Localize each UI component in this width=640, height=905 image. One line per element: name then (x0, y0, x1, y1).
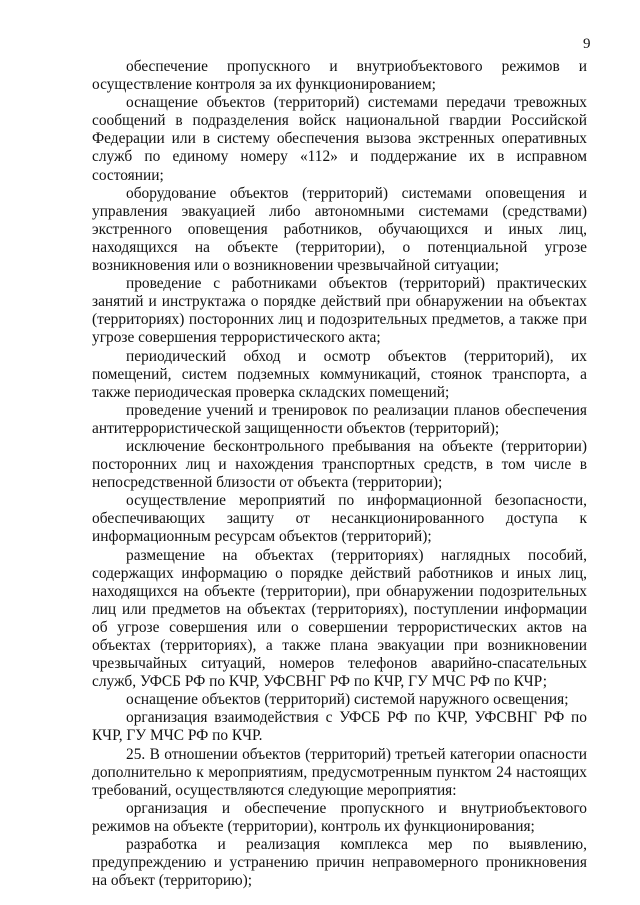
page-number: 9 (583, 36, 591, 52)
paragraph-drills: проведение учений и тренировок по реализации планов обеспечения антитеррористической защищенности объектов (территорий); (92, 401, 587, 437)
paragraph-notification-systems: оборудование объектов (территорий) системами оповещения и управления эвакуацией либо автономными системами (средствами) экстренного оповещения работников, обучающихся и иных лиц, находящихся на объекте (территории), о потенциальной угрозе возникновения или о возникновении чрезвычайной ситуации; (92, 184, 587, 275)
paragraph-intrusion-prevention: разработка и реализация комплекса мер по выявлению, предупреждению и устранению причин неправомерного проникновения на объект (территорию); (92, 836, 587, 890)
paragraph-visual-aids: размещение на объектах (территориях) наглядных пособий, содержащих информацию о порядке действий работников и иных лиц, находящихся на объекте (территории), при обнаружении подозрительных лиц или предметов на объектах (территориях), поступлении информации об угрозе совершения или о совершении террористических актов на объектах (территориях), а также плана эвакуации при возникновении чрезвычайных ситуаций, номеров телефонов аварийно-спасательных служб, УФСБ РФ по КЧР, УФСВНГ РФ по КЧР, ГУ МЧС РФ по КЧР; (92, 546, 587, 691)
paragraph-information-security: осуществление мероприятий по информационной безопасности, обеспечивающих защиту от несанкционированного доступа к информационным ресурсам объектов (территорий); (92, 492, 587, 546)
paragraph-section-25: 25. В отношении объектов (территорий) третьей категории опасности дополнительно к мероприятиям, предусмотренным пунктом 24 настоящих требований, осуществляются следующие мероприятия: (92, 745, 587, 799)
paragraph-access-regime: организация и обеспечение пропускного и внутриобъектового режимов на объекте (территории), контроль их функционирования; (92, 799, 587, 835)
paragraph-interaction: организация взаимодействия с УФСБ РФ по КЧР, УФСВНГ РФ по КЧР, ГУ МЧС РФ по КЧР. (92, 709, 587, 745)
paragraph-access-control: обеспечение пропускного и внутриобъектового режимов и осуществление контроля за их функционированием; (92, 58, 587, 94)
paragraph-outdoor-lighting: оснащение объектов (территорий) системой наружного освещения; (126, 691, 569, 709)
paragraph-staff-training: проведение с работниками объектов (территорий) практических занятий и инструктажа о порядке действий при обнаружении на объектах (территориях) посторонних лиц и подозрительных предметов, а также при угрозе совершения террористического акта; (92, 275, 587, 347)
paragraph-periodic-inspection: периодический обход и осмотр объектов (территорий), их помещений, систем подземных коммуникаций, стоянок транспорта, а также периодическая проверка складских помещений; (92, 347, 587, 401)
paragraph-unauthorized-presence: исключение бесконтрольного пребывания на объекте (территории) посторонних лиц и нахождения транспортных средств, в том числе в непосредственной близости от объекта (территории); (92, 437, 587, 492)
paragraph-alarm-systems: оснащение объектов (территорий) системами передачи тревожных сообщений в подразделения войск национальной гвардии Российской Федерации или в систему обеспечения вызова экстренных оперативных служб по единому номеру «112» и поддержание их в исправном состоянии; (92, 94, 587, 184)
document-body (92, 58, 587, 890)
